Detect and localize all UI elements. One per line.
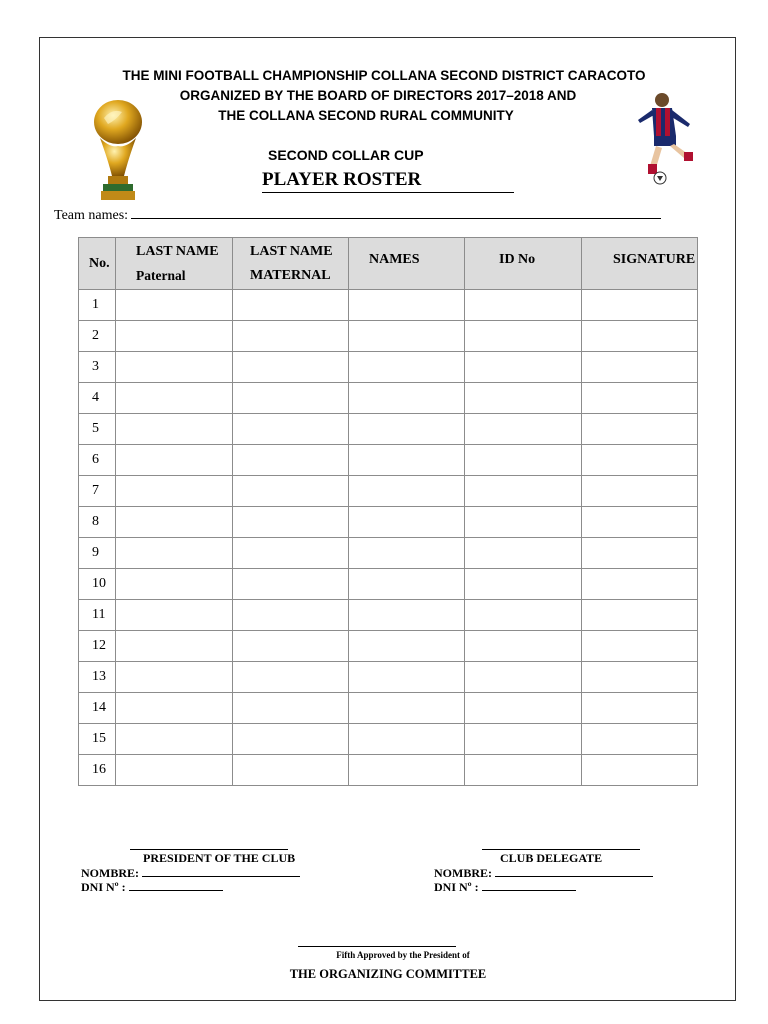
cell-last-name-maternal[interactable] (233, 445, 349, 476)
header-last-name-maternal-line2: MATERNAL (250, 267, 331, 283)
table-row (79, 755, 698, 786)
table-row (79, 507, 698, 538)
row-number: 16 (79, 755, 116, 786)
cell-names[interactable] (349, 476, 465, 507)
table-row (79, 383, 698, 414)
cell-names[interactable] (349, 321, 465, 352)
cell-id-no[interactable] (465, 724, 582, 755)
delegate-nombre-field[interactable] (495, 866, 653, 877)
cell-names[interactable] (349, 662, 465, 693)
cell-last-name-maternal[interactable] (233, 693, 349, 724)
cell-id-no[interactable] (465, 445, 582, 476)
cell-names[interactable] (349, 693, 465, 724)
header-last-name-maternal-line1: LAST NAME (250, 243, 333, 259)
cell-names[interactable] (349, 600, 465, 631)
team-names-field[interactable] (131, 206, 661, 219)
team-names-line (54, 206, 661, 224)
row-number: 14 (79, 693, 116, 724)
cell-names[interactable] (349, 631, 465, 662)
header-last-name-paternal (116, 238, 233, 290)
cell-last-name-maternal[interactable] (233, 290, 349, 321)
cell-last-name-maternal[interactable] (233, 724, 349, 755)
cell-signature[interactable] (582, 755, 698, 786)
cell-last-name-maternal[interactable] (233, 507, 349, 538)
cell-last-name-paternal[interactable] (116, 693, 233, 724)
row-number: 13 (79, 662, 116, 693)
delegate-nombre-label: NOMBRE: (434, 866, 492, 880)
cell-id-no[interactable] (465, 662, 582, 693)
header-last-name-paternal-line1: LAST NAME (136, 243, 219, 259)
row-number: 9 (79, 538, 116, 569)
cell-last-name-paternal[interactable] (116, 600, 233, 631)
table-row (79, 321, 698, 352)
row-number: 11 (79, 600, 116, 631)
cell-id-no[interactable] (465, 569, 582, 600)
cell-last-name-maternal[interactable] (233, 631, 349, 662)
cell-id-no[interactable] (465, 631, 582, 662)
cell-names[interactable] (349, 352, 465, 383)
cell-signature[interactable] (582, 414, 698, 445)
row-number: 5 (79, 414, 116, 445)
row-number: 15 (79, 724, 116, 755)
cell-last-name-maternal[interactable] (233, 352, 349, 383)
cell-signature[interactable] (582, 352, 698, 383)
cell-id-no[interactable] (465, 538, 582, 569)
cell-names[interactable] (349, 538, 465, 569)
president-nombre-label: NOMBRE: (81, 866, 139, 880)
cell-last-name-paternal[interactable] (116, 755, 233, 786)
cell-signature[interactable] (582, 321, 698, 352)
president-dni-row (81, 880, 223, 895)
cell-last-name-paternal[interactable] (116, 414, 233, 445)
president-dni-field[interactable] (129, 880, 223, 891)
organizing-committee: THE ORGANIZING COMMITTEE (289, 967, 487, 981)
cell-id-no[interactable] (465, 414, 582, 445)
cell-last-name-paternal[interactable] (116, 290, 233, 321)
cell-last-name-maternal[interactable] (233, 662, 349, 693)
cell-names[interactable] (349, 290, 465, 321)
cell-last-name-paternal[interactable] (116, 724, 233, 755)
cell-names[interactable] (349, 414, 465, 445)
cell-signature[interactable] (582, 538, 698, 569)
cell-signature[interactable] (582, 631, 698, 662)
president-nombre-field[interactable] (142, 866, 300, 877)
header-signature: SIGNATURE (582, 238, 698, 290)
table-row (79, 600, 698, 631)
table-row (79, 569, 698, 600)
header-last-name-paternal-line2: Paternal (136, 267, 186, 283)
header-no: No. (79, 238, 116, 290)
row-number: 2 (79, 321, 116, 352)
cell-names[interactable] (349, 755, 465, 786)
cell-signature[interactable] (582, 569, 698, 600)
delegate-title: CLUB DELEGATE (500, 851, 603, 865)
cell-signature[interactable] (582, 600, 698, 631)
row-number: 10 (79, 569, 116, 600)
cell-names[interactable] (349, 724, 465, 755)
approval-text: Fifth Approved by the President of (336, 950, 470, 960)
president-nombre-row (81, 866, 300, 881)
cell-names[interactable] (349, 507, 465, 538)
player-roster-table (78, 237, 698, 786)
cell-last-name-maternal[interactable] (233, 755, 349, 786)
cell-signature[interactable] (582, 445, 698, 476)
table-row (79, 352, 698, 383)
cell-last-name-maternal[interactable] (233, 476, 349, 507)
row-number: 3 (79, 352, 116, 383)
cell-names[interactable] (349, 383, 465, 414)
header-line-3: THE COLLANA SECOND RURAL COMMUNITY (218, 108, 514, 123)
cell-last-name-paternal[interactable] (116, 321, 233, 352)
cell-id-no[interactable] (465, 755, 582, 786)
roster-title: PLAYER ROSTER (262, 169, 514, 193)
table-row (79, 724, 698, 755)
cell-last-name-paternal[interactable] (116, 569, 233, 600)
cell-signature[interactable] (582, 662, 698, 693)
header-last-name-maternal (233, 238, 349, 290)
row-number: 6 (79, 445, 116, 476)
soccer-player-icon (632, 90, 702, 186)
header-names: NAMES (349, 238, 465, 290)
cell-signature[interactable] (582, 290, 698, 321)
delegate-nombre-row (434, 866, 653, 881)
header-id-no: ID No (465, 238, 582, 290)
cell-last-name-paternal[interactable] (116, 476, 233, 507)
cell-last-name-maternal[interactable] (233, 600, 349, 631)
cell-last-name-maternal[interactable] (233, 414, 349, 445)
cell-signature[interactable] (582, 724, 698, 755)
cell-signature[interactable] (582, 476, 698, 507)
cell-names[interactable] (349, 569, 465, 600)
cell-signature[interactable] (582, 507, 698, 538)
row-number: 8 (79, 507, 116, 538)
cell-last-name-paternal[interactable] (116, 538, 233, 569)
cell-last-name-paternal[interactable] (116, 383, 233, 414)
table-row (79, 631, 698, 662)
cell-last-name-maternal[interactable] (233, 569, 349, 600)
president-dni-label: DNI Nº : (81, 880, 126, 894)
row-number: 1 (79, 290, 116, 321)
cell-last-name-paternal[interactable] (116, 352, 233, 383)
cell-id-no[interactable] (465, 352, 582, 383)
cell-id-no[interactable] (465, 290, 582, 321)
president-signature-line[interactable] (130, 849, 288, 850)
row-number: 4 (79, 383, 116, 414)
cell-id-no[interactable] (465, 507, 582, 538)
cell-last-name-maternal[interactable] (233, 538, 349, 569)
cell-id-no[interactable] (465, 476, 582, 507)
delegate-signature-line[interactable] (482, 849, 640, 850)
header-line-1: THE MINI FOOTBALL CHAMPIONSHIP COLLANA SECOND DISTRICT CARACOTO (122, 68, 646, 83)
cell-id-no[interactable] (465, 383, 582, 414)
cell-id-no[interactable] (465, 693, 582, 724)
cell-id-no[interactable] (465, 321, 582, 352)
delegate-dni-field[interactable] (482, 880, 576, 891)
approval-signature-line[interactable] (298, 946, 456, 947)
cell-last-name-paternal[interactable] (116, 445, 233, 476)
table-row (79, 445, 698, 476)
delegate-dni-row (434, 880, 576, 895)
row-number: 7 (79, 476, 116, 507)
cell-signature[interactable] (582, 383, 698, 414)
cell-signature[interactable] (582, 693, 698, 724)
cell-last-name-paternal[interactable] (116, 662, 233, 693)
table-row (79, 290, 698, 321)
cell-last-name-paternal[interactable] (116, 507, 233, 538)
delegate-dni-label: DNI Nº : (434, 880, 479, 894)
cell-names[interactable] (349, 445, 465, 476)
cell-id-no[interactable] (465, 600, 582, 631)
table-row (79, 414, 698, 445)
cup-title: SECOND COLLAR CUP (268, 147, 424, 163)
table-row (79, 538, 698, 569)
trophy-icon (90, 98, 146, 206)
cell-last-name-maternal[interactable] (233, 383, 349, 414)
header-line-2: ORGANIZED BY THE BOARD OF DIRECTORS 2017–2018 AND (179, 88, 577, 103)
row-number: 12 (79, 631, 116, 662)
table-header-row (79, 238, 698, 290)
table-row (79, 662, 698, 693)
table-row (79, 476, 698, 507)
team-names-label: Team names: (54, 208, 129, 223)
table-row (79, 693, 698, 724)
cell-last-name-paternal[interactable] (116, 631, 233, 662)
president-title: PRESIDENT OF THE CLUB (143, 851, 296, 865)
cell-last-name-maternal[interactable] (233, 321, 349, 352)
